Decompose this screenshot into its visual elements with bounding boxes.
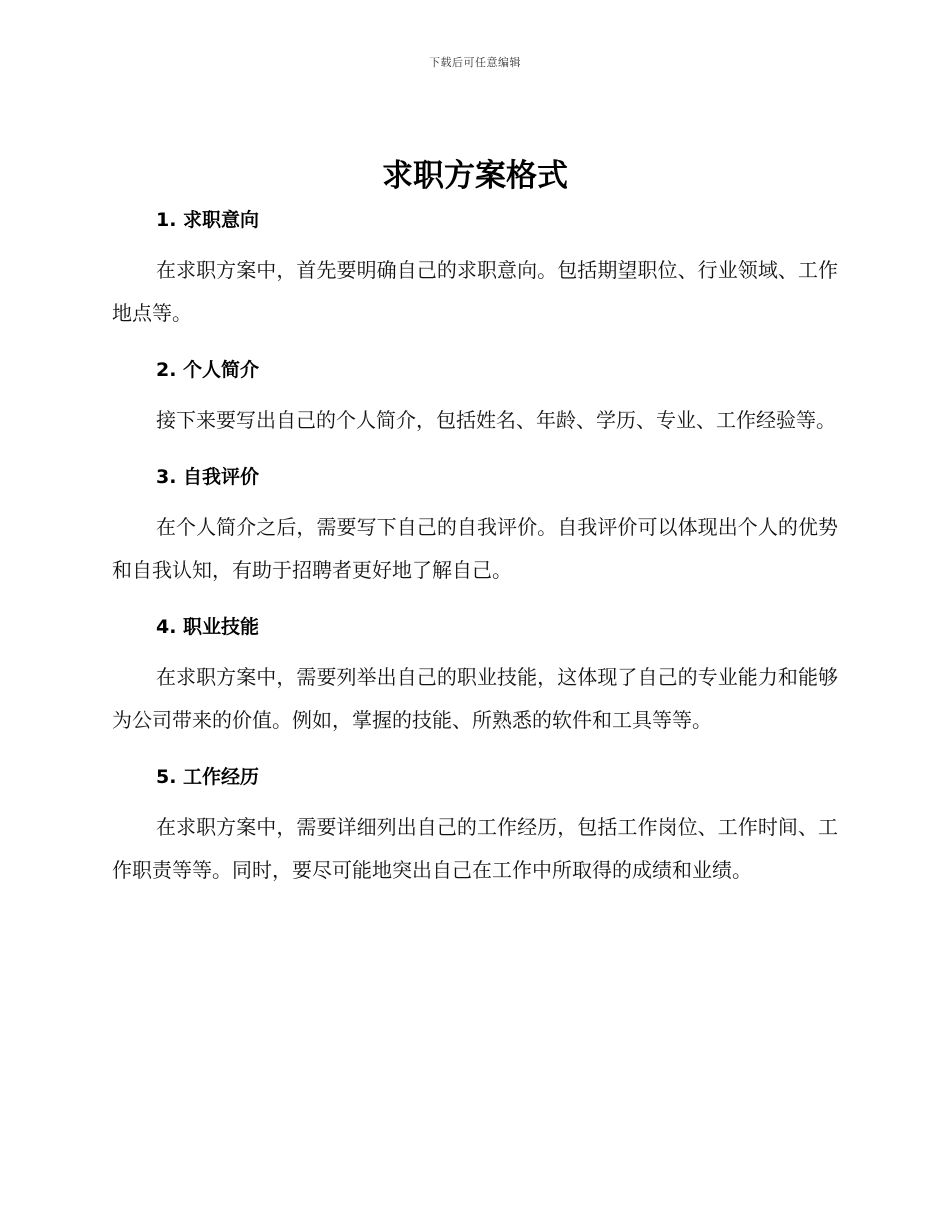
section-heading: 4. 职业技能 <box>156 616 260 638</box>
section-paragraph: 在个人简介之后，需要写下自己的自我评价。自我评价可以体现出个人的优势和自我认知，有助于招聘者更好地了解自己。 <box>112 515 838 582</box>
section-professional-skills <box>112 612 838 742</box>
section-paragraph: 在求职方案中，首先要明确自己的求职意向。包括期望职位、行业领域、工作地点等。 <box>112 258 838 325</box>
section-self-evaluation <box>112 462 838 592</box>
document-title: 求职方案格式 <box>382 158 568 194</box>
section-paragraph: 在求职方案中，需要详细列出自己的工作经历，包括工作岗位、工作时间、工作职责等等。同时，要尽可能地突出自己在工作中所取得的成绩和业绩。 <box>112 815 838 882</box>
section-job-intention <box>112 205 838 335</box>
section-heading: 2. 个人简介 <box>156 359 260 381</box>
section-heading: 5. 工作经历 <box>156 766 260 788</box>
section-heading: 3. 自我评价 <box>156 466 260 488</box>
section-work-experience <box>112 762 838 892</box>
page-header: 下载后可任意编辑 <box>429 56 521 69</box>
section-heading: 1. 求职意向 <box>156 209 260 231</box>
section-paragraph: 接下来要写出自己的个人简介，包括姓名、年龄、学历、专业、工作经验等。 <box>156 408 836 432</box>
section-personal-profile <box>112 355 838 442</box>
document-body <box>112 205 838 912</box>
section-paragraph: 在求职方案中，需要列举出自己的职业技能，这体现了自己的专业能力和能够为公司带来的价值。例如，掌握的技能、所熟悉的软件和工具等等。 <box>112 665 838 732</box>
